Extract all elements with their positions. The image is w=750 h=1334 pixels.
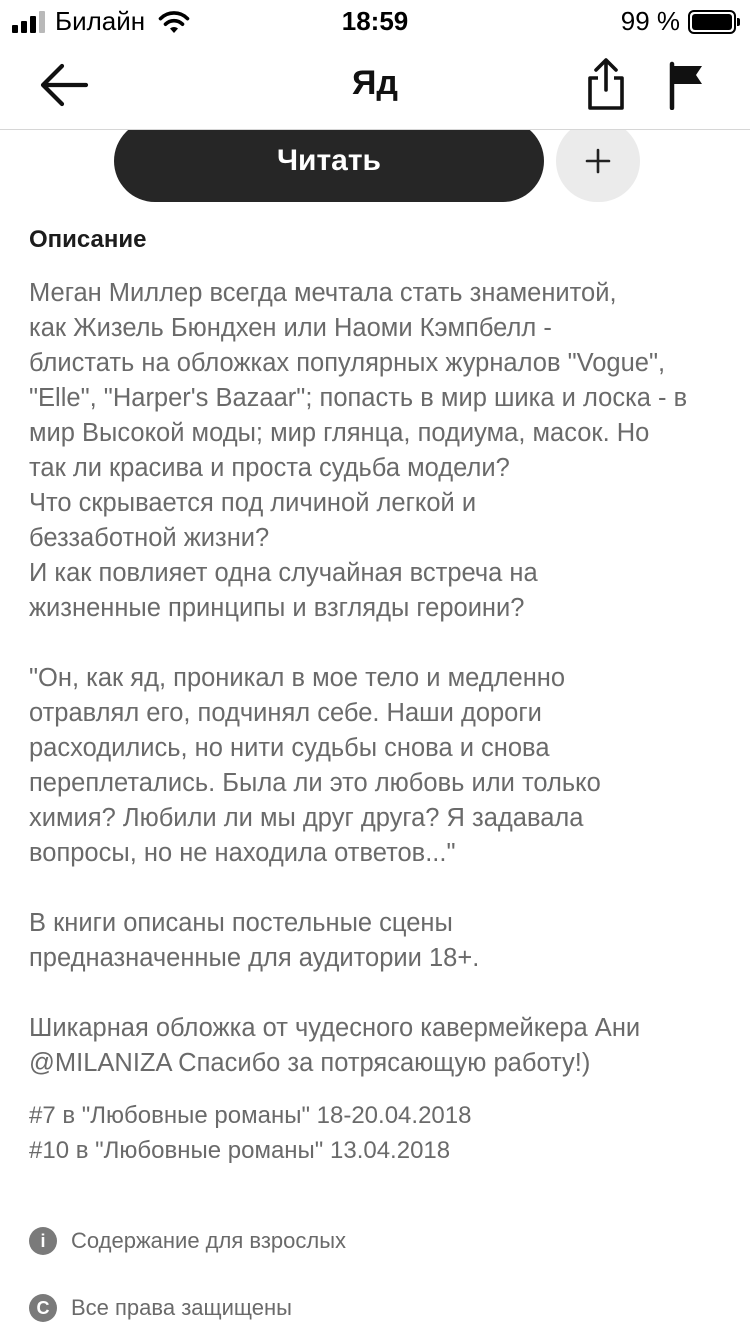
description-paragraph: Меган Миллер всегда мечтала стать знаменитой, как Жизель Бюндхен или Наоми Кэмпбелл - блистать на обложках популярных журналов "Vogue", "Elle", "Harper's Bazaar"; попасть в мир шика и лоска - в мир Высокой моды; мир глянца, подиума, масок. Но так ли красива и проста судьба модели? Что скрывается под личиной легкой и беззаботной жизни? И как повлияет одна случайная встреча на жизненные принципы и взгляды героини?	[29, 279, 688, 622]
section-title: Описание	[29, 226, 147, 253]
action-row	[0, 130, 750, 210]
battery-level	[692, 14, 732, 30]
adult-content-label: Содержание для взрослых	[71, 1228, 347, 1253]
share-icon[interactable]	[584, 56, 628, 112]
status-right	[621, 6, 736, 37]
copyright-row	[29, 1294, 292, 1322]
battery-percent: 99 %	[620, 6, 680, 36]
status-time: 18:59	[341, 6, 409, 36]
plus-icon	[585, 148, 611, 174]
copyright-icon: C	[29, 1294, 57, 1322]
status-bar	[0, 0, 750, 42]
nav-bar	[0, 42, 750, 130]
description-paragraph: "Он, как яд, проникал в мое тело и медленно отравлял его, подчинял себе. Наши дороги расходились, но нити судьбы снова и снова переплетались. Была ли это любовь или только химия? Любили ли мы друг друга? Я задавала вопросы, но не находила ответов..."	[29, 664, 601, 867]
flag-icon[interactable]	[666, 60, 706, 110]
copyright-label: Все права защищены	[71, 1295, 292, 1320]
description-paragraph: В книги описаны постельные сцены предназначенные для аудитории 18+.	[29, 909, 480, 972]
add-to-library-button[interactable]	[556, 120, 640, 202]
info-icon: i	[29, 1227, 57, 1255]
page-title: Яд	[351, 64, 399, 102]
description-section	[29, 226, 729, 1168]
battery-icon	[688, 10, 736, 34]
carrier-name: Билайн	[55, 6, 146, 36]
description-paragraph: Шикарная обложка от чудесного кавермейкера Ани @MILANIZA Спасибо за потрясающую работу!)	[29, 1014, 641, 1077]
read-button[interactable]: Читать	[114, 120, 544, 202]
description-text	[29, 276, 729, 1081]
adult-content-row	[29, 1227, 346, 1255]
ranking-info: #7 в "Любовные романы" 18-20.04.2018 #10 в "Любовные романы" 13.04.2018	[29, 1102, 472, 1164]
